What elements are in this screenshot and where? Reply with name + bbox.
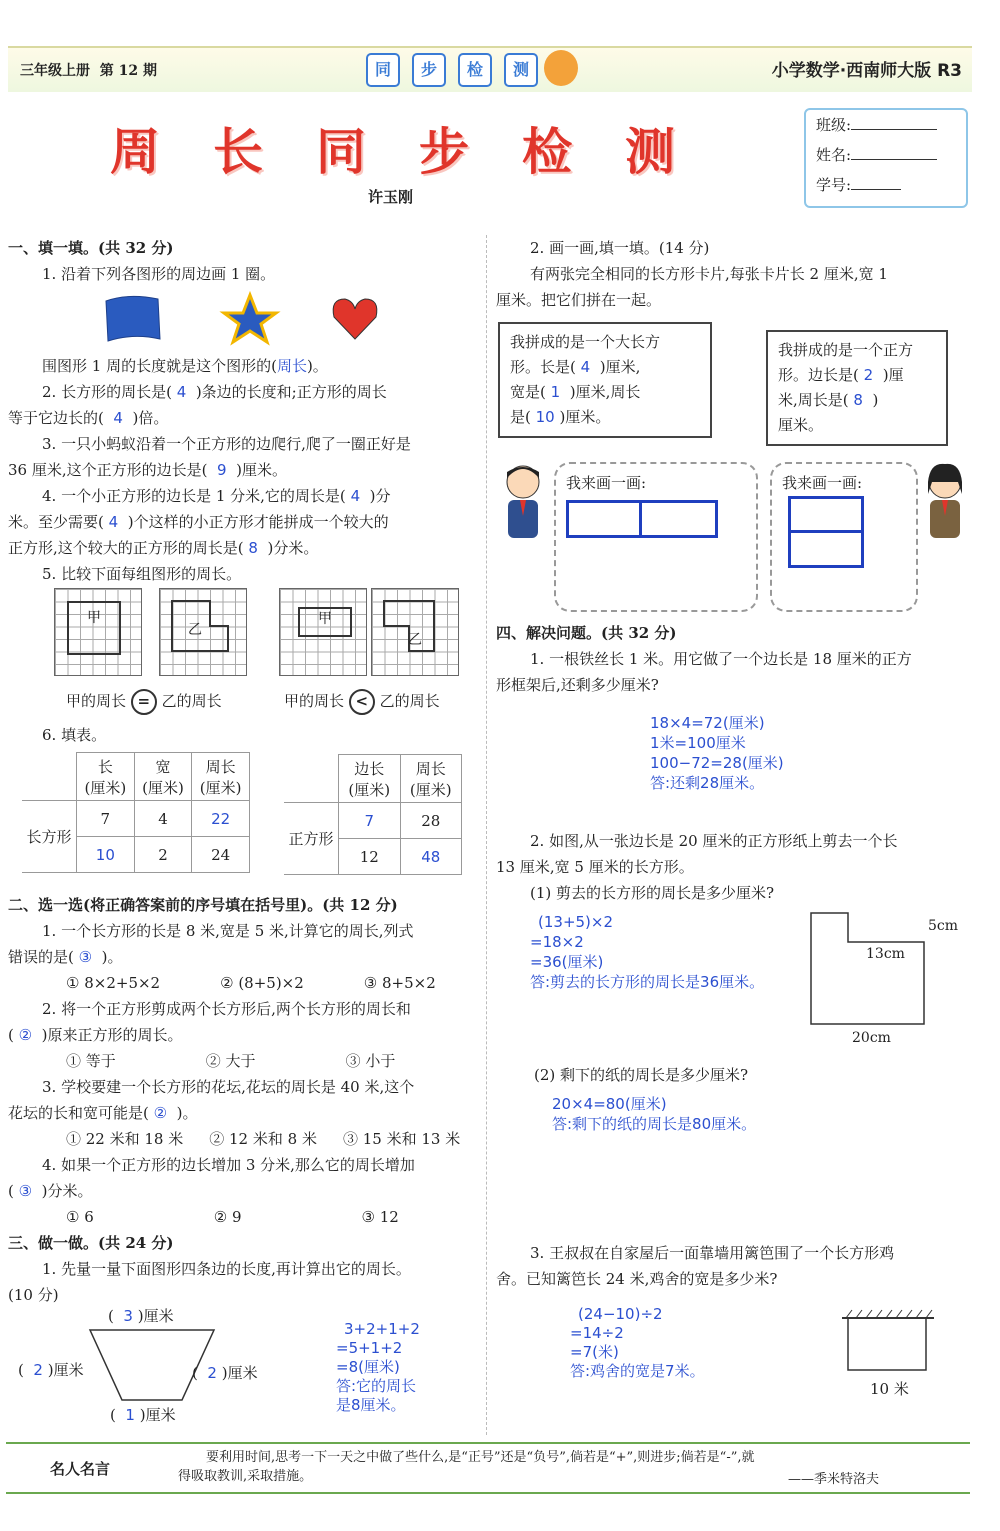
compare-1 [66,688,222,715]
title-char: 测 [625,122,675,181]
cmp1-symbol: = [131,689,157,715]
bubble-answer: 2 [863,366,874,384]
bubble-line: 我拼成的是一个正方 [778,341,914,359]
quote-line-2: 得吸取教训,采取措施。 [178,1469,313,1484]
square-table [284,754,462,875]
th-unit: (厘米) [199,778,242,797]
label-20cm: 20cm [852,1030,891,1046]
section3-heading: 三、做一做。(共 24 分) [8,1234,174,1252]
bubble-text: 形。边长是( [778,366,859,384]
shapes-row [8,287,480,353]
bubble-answer: 10 [535,408,555,426]
s2-q3-pre: 花坛的长和宽可能是( [8,1104,149,1122]
grid-yi-2 [371,588,459,676]
s4-q3-line1: 3. 王叔叔在自家屋后一面靠墙用篱笆围了一个长方形鸡 [530,1244,895,1262]
th-perimeter [192,753,250,801]
header-banner [8,46,972,92]
title-char: 同 [316,122,366,181]
left-side-answer: 2 [33,1361,43,1379]
table-answer-cell: 48 [400,839,462,875]
yi-label: 乙 [408,632,422,648]
unit: )厘米 [139,1406,176,1424]
class-field[interactable] [806,110,966,140]
title-char: 步 [419,122,469,181]
header-grade-issue [20,60,157,80]
option: ② 12 米和 8 米 [209,1130,317,1148]
q4-answer-1: 4 [350,487,361,505]
paren: ( [110,1406,116,1424]
s4-q1-calc [650,713,784,793]
calc-line: =7(米) [570,1343,619,1361]
table-corner [284,755,339,803]
s2-q4-line1: 4. 如果一个正方形的边长增加 3 分米,那么它的周长增加 [42,1156,415,1174]
q5-text: 5. 比较下面每组图形的周长。 [42,565,242,583]
yi-shape [160,589,246,675]
s4-q1-line1: 1. 一根铁丝长 1 米。用它做了一个边长是 18 厘米的正方 [530,650,912,668]
s4-q2 [496,828,970,906]
s1-q1: 1. 沿着下列各图形的周边画 1 圈。 [42,265,276,283]
top-side-label [108,1303,174,1329]
calc-line: =36(厘米) [530,953,604,971]
s4-q3-line2: 舍。已知篱笆长 24 米,鸡舍的宽是多少米? [496,1270,778,1288]
left-column [8,235,480,587]
jia-label: 甲 [318,611,332,627]
sync-char: 测 [504,53,538,87]
table-answer-cell: 22 [192,801,250,837]
calc-line: 答:剩下的纸的周长是80厘米。 [552,1115,757,1133]
th-text: 宽 [155,757,171,776]
s4-q2-line2: 13 厘米,宽 5 厘米的长方形。 [496,858,694,876]
calc-line: 答:还剩28厘米。 [650,774,765,792]
speech-bubble-left [498,322,712,438]
q2-text-end: )倍。 [132,409,169,427]
th-text: 周长 [205,757,236,776]
grid-jia-1 [54,588,142,676]
q3-answer: 9 [217,461,227,479]
cmp2-symbol: < [349,689,375,715]
q4-text-end: )分 [369,487,391,505]
calc-line: 20×4=80(厘米) [552,1095,667,1113]
bubble-text: ) [872,391,879,409]
calc-line: 3+2+1+2 [344,1320,420,1338]
q4-text-2-end: )个这样的小正方形才能拼成一个较大的 [127,513,389,531]
q2-answer-1: 4 [176,383,187,401]
name-label: 姓名: [816,146,852,164]
q1-answer: 周长 [276,357,307,375]
option: ① 等于 [66,1052,116,1070]
cmp2-pre: 甲的周长 [284,692,345,710]
s2-q2-pre: ( [8,1026,14,1044]
calc-line: (24−10)÷2 [578,1305,663,1323]
paren: ( [108,1307,114,1325]
tiger-mascot-icon [544,50,578,86]
q2-answer-2: 4 [113,409,123,427]
table-cell: 12 [339,839,401,875]
s2-q1-options [8,970,484,996]
sync-char: 步 [412,53,446,87]
s3-q2: 2. 画一画,填一填。(14 分) [530,239,710,257]
draw-label: 我来画一画: [782,474,863,492]
title-char: 周 [110,122,160,181]
girl-icon [922,462,968,542]
th-unit: (厘米) [409,780,452,799]
bubble-answer: 1 [550,383,561,401]
yi-label: 乙 [188,622,202,638]
bubble-text: 形。长是( [510,358,576,376]
q4-answer-2: 4 [108,513,119,531]
th-unit: (厘米) [348,780,391,799]
cmp1-pre: 甲的周长 [66,692,127,710]
calc-line: =8(厘米) [336,1358,400,1376]
s2-q3-post: )。 [176,1104,198,1122]
column-divider [486,235,487,1435]
q3-text-end: )厘米。 [236,461,287,479]
s3-q2-line2: 厘米。把它们拼在一起。 [496,291,662,309]
q2-text: 2. 长方形的周长是( [42,383,172,401]
th-side [339,755,401,803]
q6-text: 6. 填表。 [42,726,107,744]
bubble-text: 是( [510,408,531,426]
author-name: 许玉刚 [368,188,414,206]
bubble-answer: 8 [853,391,863,409]
option: ② 9 [213,1208,242,1226]
option: ③ 小于 [345,1052,396,1070]
calc-line: 答:它的周长 [336,1377,417,1395]
draw-box-right[interactable] [770,462,918,612]
q3-line-1: 3. 一只小蚂蚁沿着一个正方形的边爬行,爬了一圈正好是 [42,435,411,453]
heart-shape [333,299,377,339]
table-cell: 7 [77,801,135,837]
option: ① 22 米和 18 米 [66,1130,184,1148]
s2-q1-line1: 1. 一个长方形的长是 8 米,宽是 5 米,计算它的周长,列式 [42,922,414,940]
table-cell: 4 [134,801,192,837]
th-width [134,753,192,801]
bubble-answer: 4 [580,358,591,376]
q4-answer-3: 8 [248,539,258,557]
th-unit: (厘米) [142,778,184,797]
bubble-text: 宽是( [510,383,546,401]
q4-text-3: 正方形,这个较大的正方形的周长是( [8,539,244,557]
s4-q1-line2: 形框架后,还剩多少厘米? [496,676,659,694]
sync-char: 同 [366,53,400,87]
th-perimeter [400,755,462,803]
q1-fill-text: 围图形 1 周的长度就是这个图形的( [42,357,277,375]
s4-q3-calc [570,1305,705,1381]
cmp2-post: 乙的周长 [379,692,440,710]
rect-divider [639,503,642,535]
s4-q2-line1: 2. 如图,从一张边长是 20 厘米的正方形纸上剪去一个长 [530,832,898,850]
s2-q4-pre: ( [8,1182,14,1200]
chicken-coop-figure [840,1308,936,1374]
id-label: 学号: [816,176,852,194]
calc-line: 答:鸡舍的宽是7米。 [570,1362,705,1380]
quote-line-1: 要利用时间,思考一下一天之中做了些什么,是“正号”还是“负号”,倘若是“+”,则进步;倘若是“-”,就 [206,1450,755,1465]
sync-boxes [366,53,538,87]
s2-q4-options [8,1204,484,1230]
s3-calc [336,1320,420,1415]
s4-q3 [496,1240,970,1292]
table-answer-cell: 10 [77,837,135,873]
section2-heading: 二、选一选(将正确答案前的序号填在括号里)。(共 12 分) [8,896,398,914]
sync-char: 检 [458,53,492,87]
calc-line: 100−72=28(厘米) [650,754,784,772]
s2-q4-post: )分米。 [41,1182,93,1200]
right-side-answer: 2 [207,1364,217,1382]
section2 [8,892,484,1308]
s2-q4-answer: ③ [18,1182,33,1200]
bubble-text: )厘 [882,366,904,384]
draw-label: 我来画一画: [566,474,647,492]
calc-line: (13+5)×2 [538,913,614,931]
rect-table [22,752,250,873]
id-field[interactable] [806,170,966,200]
section4 [496,620,970,698]
page-title [110,112,728,184]
s2-q3-options [8,1126,484,1152]
s2-q1-post: )。 [101,948,123,966]
quote-footer [6,1442,970,1494]
grid-jia-2 [279,588,367,676]
grid-yi-1 [159,588,247,676]
bubble-text: )厘米, [599,358,641,376]
jia-label: 甲 [87,610,101,626]
option: ① 6 [66,1208,94,1226]
s4-q2-sub1: (1) 剪去的长方形的周长是多少厘米? [530,884,775,902]
q2-text-2: 等于它边长的( [8,409,104,427]
bubble-text: )厘米。 [559,408,611,426]
calc-line: 答:剪去的长方形的周长是36厘米。 [530,973,765,991]
s2-q1-answer: ③ [78,948,93,966]
section1-heading: 一、填一填。(共 32 分) [8,239,174,257]
bottom-side-label [110,1402,176,1428]
label-13cm: 13cm [866,946,905,962]
s2-q1-pre: 错误的是( [8,948,74,966]
blob-shape [106,296,160,341]
q2-text-mid: )条边的长度和;正方形的周长 [195,383,387,401]
s2-q2-answer: ② [18,1026,33,1044]
paren: ( [192,1364,198,1382]
s4-q2-calc2 [552,1094,756,1134]
label-5cm: 5cm [928,918,959,934]
option: ② (8+5)×2 [220,974,304,992]
row-label: 正方形 [284,803,339,875]
jia-shape [298,607,352,637]
bubble-text: )厘米,周长 [569,383,641,401]
row-label: 长方形 [22,801,77,873]
s2-q2-post: )原来正方形的周长。 [41,1026,183,1044]
title-char: 长 [213,122,263,181]
cmp1-post: 乙的周长 [161,692,222,710]
quote-author: ——季米特洛夫 [788,1472,880,1487]
issue-label: 第 12 期 [99,63,157,79]
cut-square-figure [810,912,926,1026]
s3-q1-line1: 1. 先量一量下面图形四条边的长度,再计算出它的周长。 [42,1260,411,1278]
s2-q3-line1: 3. 学校要建一个长方形的花坛,花坛的周长是 40 米,这个 [42,1078,415,1096]
bottom-side-answer: 1 [125,1406,135,1424]
shapes-svg [98,289,398,355]
title-char: 检 [522,122,572,181]
calc-line: 是8厘米。 [336,1396,406,1414]
speech-bubble-right [766,330,948,446]
left-side-label [18,1357,84,1383]
calc-line: =18×2 [530,933,584,951]
long-rect-drawing [566,500,718,538]
calc-line: 18×4=72(厘米) [650,714,765,732]
option: ③ 15 米和 13 米 [342,1130,461,1148]
option: ③ 8+5×2 [363,974,436,992]
top-side-answer: 3 [123,1307,133,1325]
name-field[interactable] [806,140,966,170]
th-length [77,753,135,801]
calc-line: =5+1+2 [336,1339,403,1357]
grade-label: 三年级上册 [20,63,90,79]
jia-shape [67,601,121,655]
option: ② 大于 [205,1052,256,1070]
s3-q2-line1: 有两张完全相同的长方形卡片,每张卡片长 2 厘米,宽 1 [530,265,888,283]
th-text: 周长 [415,759,446,778]
unit: )厘米 [137,1307,174,1325]
compare-2 [284,688,440,715]
paren: ( [18,1361,24,1379]
s2-q2-line1: 2. 将一个正方形剪成两个长方形后,两个长方形的周长和 [42,1000,411,1018]
edition-label: 小学数学·西南师大版 R3 [771,61,962,81]
table-corner [22,753,77,801]
class-label: 班级: [816,116,852,134]
q4-text: 4. 一个小正方形的边长是 1 分米,它的周长是( [42,487,346,505]
quote-label: 名人名言 [50,1460,111,1478]
square-drawing [788,496,864,568]
q4-text-3-end: )分米。 [267,539,319,557]
th-text: 边长 [354,759,385,778]
student-info-box [804,108,968,208]
q1-fill-end: )。 [306,357,328,375]
th-unit: (厘米) [84,778,127,797]
label-10m: 10 米 [870,1380,909,1398]
th-text: 长 [97,757,113,776]
q4-text-2: 米。至少需要( [8,513,104,531]
draw-box-left[interactable] [554,462,758,612]
unit: )厘米 [47,1361,84,1379]
s4-q2-calc1 [530,912,764,992]
q3-text: 36 厘米,这个正方形的边长是( [8,461,208,479]
bubble-line: 厘米。 [778,416,824,434]
boy-icon [500,462,546,542]
s2-q2-options [8,1048,484,1074]
table-cell: 28 [400,803,462,839]
right-side-label [192,1360,258,1386]
right-column [496,235,970,313]
bubble-line: 我拼成的是一个大长方 [510,333,661,351]
table-cell: 2 [134,837,192,873]
s2-q3-answer: ② [153,1104,168,1122]
table-cell: 24 [192,837,250,873]
calc-line: 1米=100厘米 [650,734,746,752]
square-divider [791,530,861,533]
s4-q2-sub2: (2) 剩下的纸的周长是多少厘米? [534,1066,749,1084]
option: ① 8×2+5×2 [66,974,161,992]
option: ③ 12 [361,1208,399,1226]
calc-line: =14÷2 [570,1324,624,1342]
section4-heading: 四、解决问题。(共 32 分) [496,624,677,642]
star-shape [224,295,276,342]
s3-q1-line2: (10 分) [8,1286,59,1304]
bubble-text: 米,周长是( [778,391,849,409]
unit: )厘米 [221,1364,258,1382]
table-answer-cell: 7 [339,803,401,839]
